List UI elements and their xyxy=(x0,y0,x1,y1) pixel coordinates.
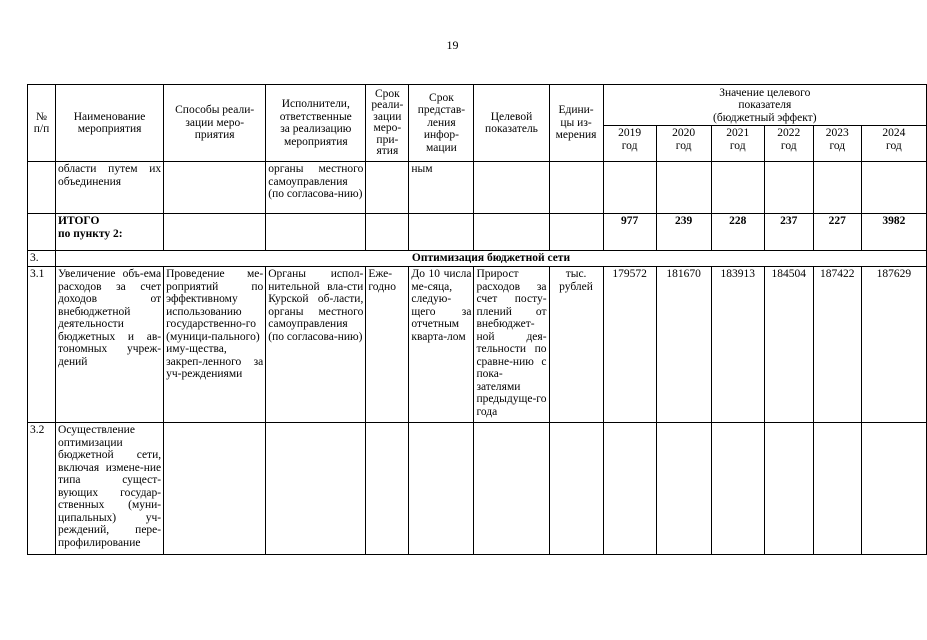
value-2023: 187422 xyxy=(813,267,861,423)
header-executors: Исполнители, ответственные за реализацию мероприятия xyxy=(266,85,366,162)
cell-value xyxy=(813,162,861,214)
cell-deadline-info xyxy=(409,214,474,251)
cell-value xyxy=(764,162,813,214)
total-value-2023: 227 xyxy=(813,214,861,251)
cell-units xyxy=(549,162,603,214)
value-2021: 183913 xyxy=(711,267,764,423)
cell-value xyxy=(861,162,926,214)
cell-value xyxy=(711,423,764,555)
header-num: № п/п xyxy=(28,85,56,162)
cell-num: 3.2 xyxy=(28,423,56,555)
cell-deadline-impl xyxy=(366,423,409,555)
cell-num: 3.1 xyxy=(28,267,56,423)
cell-deadline-info xyxy=(409,423,474,555)
header-year-2023: 2023 год xyxy=(813,126,861,162)
cell-deadline-impl xyxy=(366,162,409,214)
header-deadline-impl: Срок реали- зации меро- при- ятия xyxy=(366,85,409,162)
cell-methods: Проведение ме-роприятий по эффективному использованию государственно-го (муници-пального) иму-щества, закреп-ленного за уч-реждениями xyxy=(164,267,266,423)
cell-deadline-info: До 10 числа ме-сяца, следую-щего за отчетным кварта-лом xyxy=(409,267,474,423)
section-title: Оптимизация бюджетной сети xyxy=(56,251,927,267)
measures-table-wrapper xyxy=(27,84,912,584)
value-2022: 184504 xyxy=(764,267,813,423)
cell-units: тыс. рублей xyxy=(549,267,603,423)
cell-value xyxy=(656,162,711,214)
section-num: 3. xyxy=(28,251,56,267)
header-year-2019: 2019 год xyxy=(603,126,656,162)
cell-name: Осуществление оптимизации бюджетной сети, включая измене-ние типа сущест-вующих государ-ственных (муни-ципальных) уч-реждений, пере-профилирование xyxy=(56,423,164,555)
header-year-2024: 2024 год xyxy=(861,126,926,162)
cell-methods xyxy=(164,423,266,555)
total-value-2022: 237 xyxy=(764,214,813,251)
cell-value xyxy=(603,162,656,214)
cell-name: области путем их объединения xyxy=(56,162,164,214)
table-row-total xyxy=(28,214,927,251)
cell-value xyxy=(813,423,861,555)
cell-num xyxy=(28,162,56,214)
header-name: Наименование мероприятия xyxy=(56,85,164,162)
cell-value xyxy=(764,423,813,555)
table-row-3-2 xyxy=(28,423,927,555)
total-value-2024: 3982 xyxy=(861,214,926,251)
header-target: Целевой показатель xyxy=(474,85,549,162)
cell-deadline-impl: Еже-годно xyxy=(366,267,409,423)
value-2019: 179572 xyxy=(603,267,656,423)
cell-target xyxy=(474,214,549,251)
cell-units xyxy=(549,423,603,555)
cell-target xyxy=(474,423,549,555)
header-year-2022: 2022 год xyxy=(764,126,813,162)
cell-value xyxy=(711,162,764,214)
table-row-3-1 xyxy=(28,267,927,423)
header-units: Едини- цы из- мерения xyxy=(549,85,603,162)
total-value-2019: 977 xyxy=(603,214,656,251)
cell-executors xyxy=(266,214,366,251)
header-deadline-info: Срок представ- ления инфор- мации xyxy=(409,85,474,162)
table-row-continuation xyxy=(28,162,927,214)
value-2024: 187629 xyxy=(861,267,926,423)
cell-num xyxy=(28,214,56,251)
cell-value xyxy=(603,423,656,555)
header-year-2020: 2020 год xyxy=(656,126,711,162)
cell-methods xyxy=(164,214,266,251)
header-year-2021: 2021 год xyxy=(711,126,764,162)
page-number: 19 xyxy=(446,38,459,52)
total-value-2020: 239 xyxy=(656,214,711,251)
total-label: ИТОГО по пункту 2: xyxy=(56,214,164,251)
total-value-2021: 228 xyxy=(711,214,764,251)
cell-value xyxy=(861,423,926,555)
cell-target: Прирост расходов за счет посту-плений от внебюджет-ной дея-тельности по сравне-нию с пока-зателями предыдуще-го года xyxy=(474,267,549,423)
header-values-group: Значение целевого показателя (бюджетный эффект) xyxy=(603,85,926,126)
cell-deadline-info: ным xyxy=(409,162,474,214)
cell-executors xyxy=(266,423,366,555)
cell-value xyxy=(656,423,711,555)
measures-table xyxy=(27,84,927,555)
header-row-1 xyxy=(28,85,927,126)
cell-name: Увеличение объ-ема расходов за счет доходов от внебюджетной деятельности бюджетных и ав-тономных учреж-дений xyxy=(56,267,164,423)
cell-units xyxy=(549,214,603,251)
cell-methods xyxy=(164,162,266,214)
cell-executors: органы местного самоуправления (по согласова-нию) xyxy=(266,162,366,214)
header-methods: Способы реали- зации меро- приятия xyxy=(164,85,266,162)
cell-executors: Органы испол-нительной вла-сти Курской об-ласти, органы местного самоуправления (по согласова-нию) xyxy=(266,267,366,423)
cell-target xyxy=(474,162,549,214)
value-2020: 181670 xyxy=(656,267,711,423)
section-row-3 xyxy=(28,251,927,267)
cell-deadline-impl xyxy=(366,214,409,251)
